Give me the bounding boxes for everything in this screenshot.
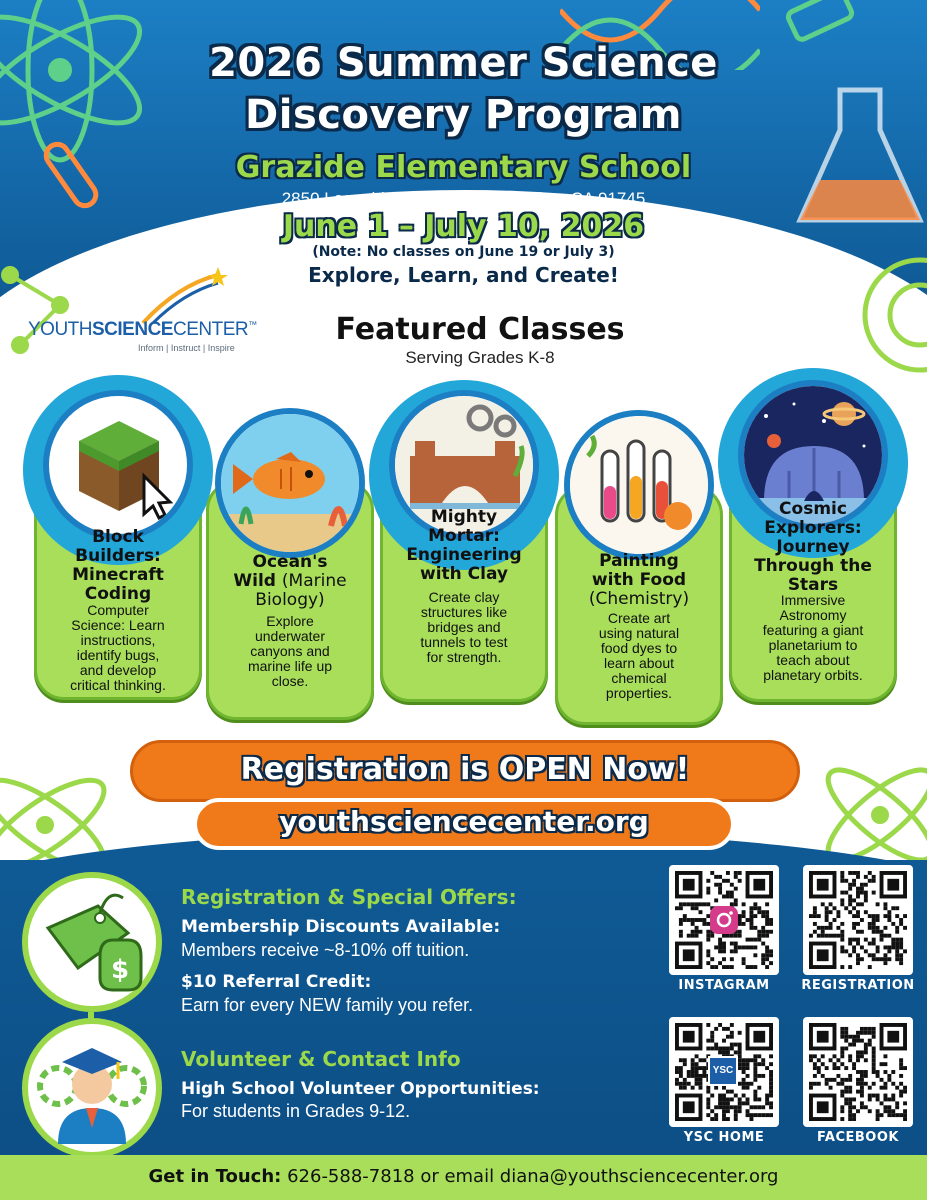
contact-line: [0, 1166, 927, 1187]
desc-line: properties.: [605, 685, 673, 701]
registration-title: Registration is OPEN Now!: [240, 752, 690, 787]
program-dates: June 1 – July 10, 2026: [282, 209, 645, 244]
class-desc-block-builders: [40, 603, 196, 693]
desc-line: planetary orbits.: [763, 667, 863, 683]
contact-details[interactable]: 626-588-7818 or email diana@youthsciencecenter.org: [281, 1166, 779, 1187]
desc-line: close.: [271, 673, 309, 689]
logo-wordmark: [28, 319, 257, 341]
logo-word-center: CENTER: [172, 319, 249, 340]
qr-label-ysc-home: YSC HOME: [683, 1130, 765, 1145]
graduate-student-icon: [28, 1024, 156, 1152]
minecraft-block-icon: [49, 396, 189, 536]
class-desc-cosmic-explorers: [735, 593, 891, 683]
offers-heading: Registration & Special Offers:: [181, 885, 517, 909]
ysc-badge: YSC: [708, 1056, 738, 1086]
class-desc-mighty-mortar: [386, 590, 542, 665]
title-line: Explorers:: [764, 518, 862, 538]
contact-label: Get in Touch:: [148, 1166, 282, 1187]
logo-word-youth: YOUTH: [28, 319, 92, 340]
desc-line: Astronomy: [779, 607, 847, 623]
card-image-frame: [43, 390, 193, 540]
volunteer-text: For students in Grades 9-12.: [181, 1101, 411, 1121]
class-title-painting-with-food: [555, 552, 723, 609]
desc-line: Science: Learn: [71, 617, 165, 633]
logo-trademark: ™: [248, 319, 257, 330]
title-line: Stars: [787, 575, 839, 595]
desc-line: and develop: [79, 662, 157, 678]
membership-text: Members receive ~8-10% off tuition.: [181, 940, 470, 960]
desc-line: marine life up: [247, 658, 333, 674]
qr-code-facebook[interactable]: [803, 1017, 913, 1127]
desc-line: planetarium to: [768, 637, 858, 653]
school-address: 2850 Leopold Ave, Hacienda Heights, CA 91745: [281, 189, 646, 208]
class-desc-oceans-wild: [212, 614, 368, 689]
title-line-1: 2026 Summer Science: [209, 40, 718, 86]
title-line: with Food: [591, 570, 687, 590]
desc-line: Create clay: [428, 589, 500, 605]
svg-text:$: $: [110, 955, 130, 985]
class-title-block-builders: [34, 528, 202, 604]
title-line: Ocean's: [252, 552, 328, 572]
title-line: Through the: [754, 556, 872, 576]
class-title-oceans-wild: [206, 553, 374, 610]
fish-icon: [221, 414, 361, 554]
desc-line: Immersive: [780, 592, 846, 608]
desc-line: canyons and: [250, 643, 330, 659]
title-line-2: Discovery Program: [245, 92, 682, 138]
title-line: Painting: [599, 551, 679, 571]
desc-line: Create art: [607, 610, 671, 626]
class-title-mighty-mortar: [380, 508, 548, 584]
desc-line: identify bugs,: [76, 647, 160, 663]
orbit-rings-icon: [850, 250, 927, 380]
desc-line: Explore: [266, 613, 314, 629]
logo-tagline: Inform | Instruct | Inspire: [138, 343, 235, 353]
featured-classes-subtitle: Serving Grades K-8: [405, 348, 555, 367]
desc-line: underwater: [254, 628, 326, 644]
qr-label-instagram: INSTAGRAM: [678, 978, 770, 993]
youth-science-center-logo: [28, 265, 268, 360]
desc-line: structures like: [420, 604, 508, 620]
desc-line: learn about: [603, 655, 675, 671]
title-subject: (Marine: [281, 571, 347, 591]
qr-code-registration[interactable]: [803, 865, 913, 975]
class-desc-painting-with-food: [561, 611, 717, 701]
title-line: Cosmic: [779, 499, 847, 519]
title-line: Mortar:: [428, 526, 500, 546]
featured-classes-title: Featured Classes: [335, 312, 625, 347]
desc-line: bridges and: [427, 619, 501, 635]
title-subject: Biology): [255, 590, 325, 610]
referral-text: Earn for every NEW family you refer.: [181, 995, 474, 1015]
volunteer-icon-frame: [22, 1018, 162, 1158]
class-title-cosmic-explorers: [729, 500, 897, 595]
offers-icon-frame: [22, 872, 162, 1012]
qr-pattern: [809, 1023, 907, 1121]
desc-line: critical thinking.: [70, 677, 166, 693]
desc-line: featuring a giant: [762, 622, 864, 638]
dates-note: (Note: No classes on June 19 or July 3): [312, 244, 615, 260]
title-subject: (Chemistry): [588, 589, 690, 609]
qr-label-facebook: FACEBOOK: [817, 1130, 899, 1145]
registration-url-link[interactable]: youthsciencecenter.org: [279, 805, 649, 838]
price-tag-money-bag-icon: [28, 878, 156, 1006]
logo-word-science: SCIENCE: [92, 319, 173, 340]
school-name: Grazide Elementary School: [235, 150, 692, 185]
title-line: Builders:: [75, 546, 161, 566]
qr-pattern: [809, 871, 907, 969]
desc-line: Computer: [87, 602, 149, 618]
card-image-frame: [564, 410, 714, 560]
title-line: Minecraft: [72, 565, 164, 585]
volunteer-heading: Volunteer & Contact Info: [181, 1047, 461, 1071]
title-line: with Clay: [419, 564, 508, 584]
desc-line: food dyes to: [600, 640, 678, 656]
shooting-star-icon: [138, 265, 228, 325]
desc-line: teach about: [776, 652, 850, 668]
title-line: Coding: [84, 584, 152, 604]
desc-line: tunnels to test: [420, 634, 508, 650]
title-line: Mighty: [430, 507, 498, 527]
tagline: Explore, Learn, and Create!: [308, 263, 619, 287]
title-line: Engineering: [406, 545, 522, 565]
volunteer-title: High School Volunteer Opportunities:: [181, 1079, 540, 1099]
referral-title: $10 Referral Credit:: [181, 972, 372, 992]
test-tubes-icon: [570, 416, 710, 556]
qr-label-registration: REGISTRATION: [801, 978, 915, 993]
desc-line: for strength.: [426, 649, 502, 665]
title-line: Journey: [776, 537, 850, 557]
instagram-icon: [709, 905, 739, 935]
desc-line: chemical: [611, 670, 667, 686]
title-line: Block: [92, 527, 144, 547]
membership-title: Membership Discounts Available:: [181, 917, 501, 937]
title-line: Wild: [233, 571, 276, 591]
desc-line: instructions,: [80, 632, 156, 648]
card-image-frame: [215, 408, 365, 558]
desc-line: using natural: [598, 625, 680, 641]
